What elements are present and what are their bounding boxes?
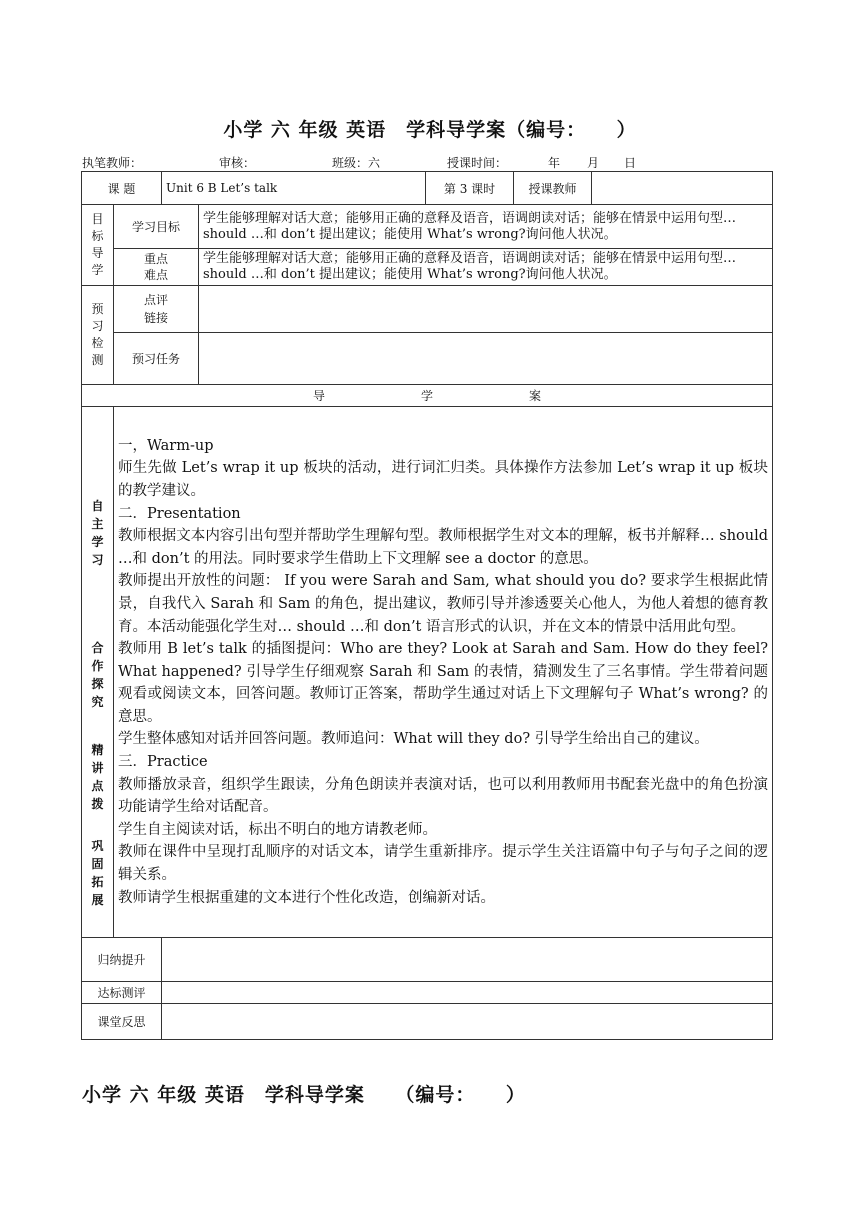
body-paragraph: 三．Practice	[118, 754, 208, 771]
goals-group-label: 目标导学	[82, 205, 114, 286]
reflect-row	[82, 1004, 773, 1040]
summary-row	[82, 938, 773, 982]
topic-label: 课 题	[82, 172, 162, 205]
topic-value: Unit 6 B Let’s talk	[162, 172, 426, 205]
guide-header-row	[82, 385, 773, 407]
guide-body-row	[82, 407, 773, 938]
task-value	[199, 333, 773, 385]
side-label-self-study: 自主学习	[91, 499, 104, 567]
body-paragraph: 教师根据文本内容引出句型并帮助学生理解句型。教师根据学生对文本的理解，板书并解释… should …和 don’t 的用法。同时要求学生借助上下文理解 see a doctor 的意思。	[118, 528, 769, 567]
task-label: 预习任务	[114, 333, 199, 385]
goal-label: 学习目标	[114, 205, 199, 249]
test-value	[162, 982, 773, 1004]
meta-class: 班级：六	[332, 156, 381, 170]
reflect-label: 课堂反思	[82, 1004, 162, 1040]
goal-row	[82, 205, 773, 249]
body-paragraph: 教师提出开放性的问题： If you were Sarah and Sam, what should you do? 要求学生根据此情景，自我代入 Sarah 和 Sam 的角色，提出建议，教师引导并渗透要关心他人，为他人着想的德育教育。本活动能强化学生对… should …和 don’t 语言形式的认识，并在文本的情景中活用此句型。	[118, 573, 769, 635]
test-row	[82, 982, 773, 1004]
topic-row	[82, 172, 773, 205]
guide-header: 导 学 案	[82, 385, 773, 407]
summary-value	[162, 938, 773, 982]
guide-side-labels	[82, 407, 114, 938]
side-label-consolidation: 巩固拓展	[91, 839, 104, 907]
teacher-label: 授课教师	[514, 172, 592, 205]
next-page-title: 小学 六 年级 英语 学科导学案 （编号： ）	[82, 1084, 526, 1106]
meta-review: 审核：	[219, 156, 256, 170]
side-label-cooperation: 合作探究	[91, 641, 104, 709]
teacher-value	[592, 172, 773, 205]
meta-teacher: 执笔教师：	[82, 156, 143, 170]
comment-label: 点评 链接	[114, 286, 199, 333]
meta-time: 授课时间：	[447, 156, 508, 170]
reflect-value	[162, 1004, 773, 1040]
body-paragraph: 教师在课件中呈现打乱顺序的对话文本，请学生重新排序。提示学生关注语篇中句子与句子之间的逻辑关系。	[118, 844, 769, 884]
comment-row	[82, 286, 773, 333]
comment-value	[199, 286, 773, 333]
body-paragraph: 一，Warm-up	[118, 437, 214, 454]
meta-day: 日	[624, 156, 637, 170]
meta-year: 年	[548, 156, 561, 170]
preview-group-label: 预习检测	[82, 286, 114, 385]
lesson-table	[81, 171, 773, 1040]
test-label: 达标测评	[82, 982, 162, 1004]
page-title: 小学 六 年级 英语 学科导学案（编号： ）	[223, 119, 637, 141]
body-paragraph: 师生先做 Let’s wrap it up 板块的活动，进行词汇归类。具体操作方法参加 Let’s wrap it up 板块的教学建议。	[118, 460, 769, 499]
guide-body	[114, 407, 773, 938]
focus-row	[82, 249, 773, 286]
body-paragraph: 教师请学生根据重建的文本进行个性化改造，创编新对话。	[118, 889, 495, 906]
body-paragraph: 二．Presentation	[118, 505, 241, 522]
body-paragraph: 教师用 B let’s talk 的插图提问：Who are they? Look at Sarah and Sam. How do they feel? What happened? 引导学生仔细观察 Sarah 和 Sam 的表情，猜测发生了三名事情。学生带着问题观看或阅读文本，回答问题。教师订正答案，帮助学生通过对话上下文理解句子 What’s wrong? 的意思。	[118, 641, 769, 725]
focus-text: 学生能够理解对话大意；能够用正确的意释及语音，语调朗读对话；能够在情景中运用句型… should …和 don’t 提出建议；能使用 What’s wrong?询问他人状况。	[199, 249, 773, 286]
side-label-explanation: 精讲点拨	[91, 743, 104, 811]
body-paragraph: 学生自主阅读对话，标出不明白的地方请教老师。	[118, 821, 437, 838]
summary-label: 归纳提升	[82, 938, 162, 982]
goal-text: 学生能够理解对话大意；能够用正确的意释及语音，语调朗读对话；能够在情景中运用句型… should …和 don’t 提出建议；能使用 What’s wrong?询问他人状况。	[199, 205, 773, 249]
focus-label: 重点 难点	[114, 249, 199, 286]
body-paragraph: 学生整体感知对话并回答问题。教师追问：What will they do? 引导学生给出自己的建议。	[118, 731, 709, 748]
lesson-number: 第 3 课时	[426, 172, 514, 205]
body-paragraph: 教师播放录音，组织学生跟读，分角色朗读并表演对话，也可以利用教师用书配套光盘中的角色扮演功能请学生给对话配音。	[118, 776, 769, 816]
meta-month: 月	[587, 156, 600, 170]
task-row	[82, 333, 773, 385]
